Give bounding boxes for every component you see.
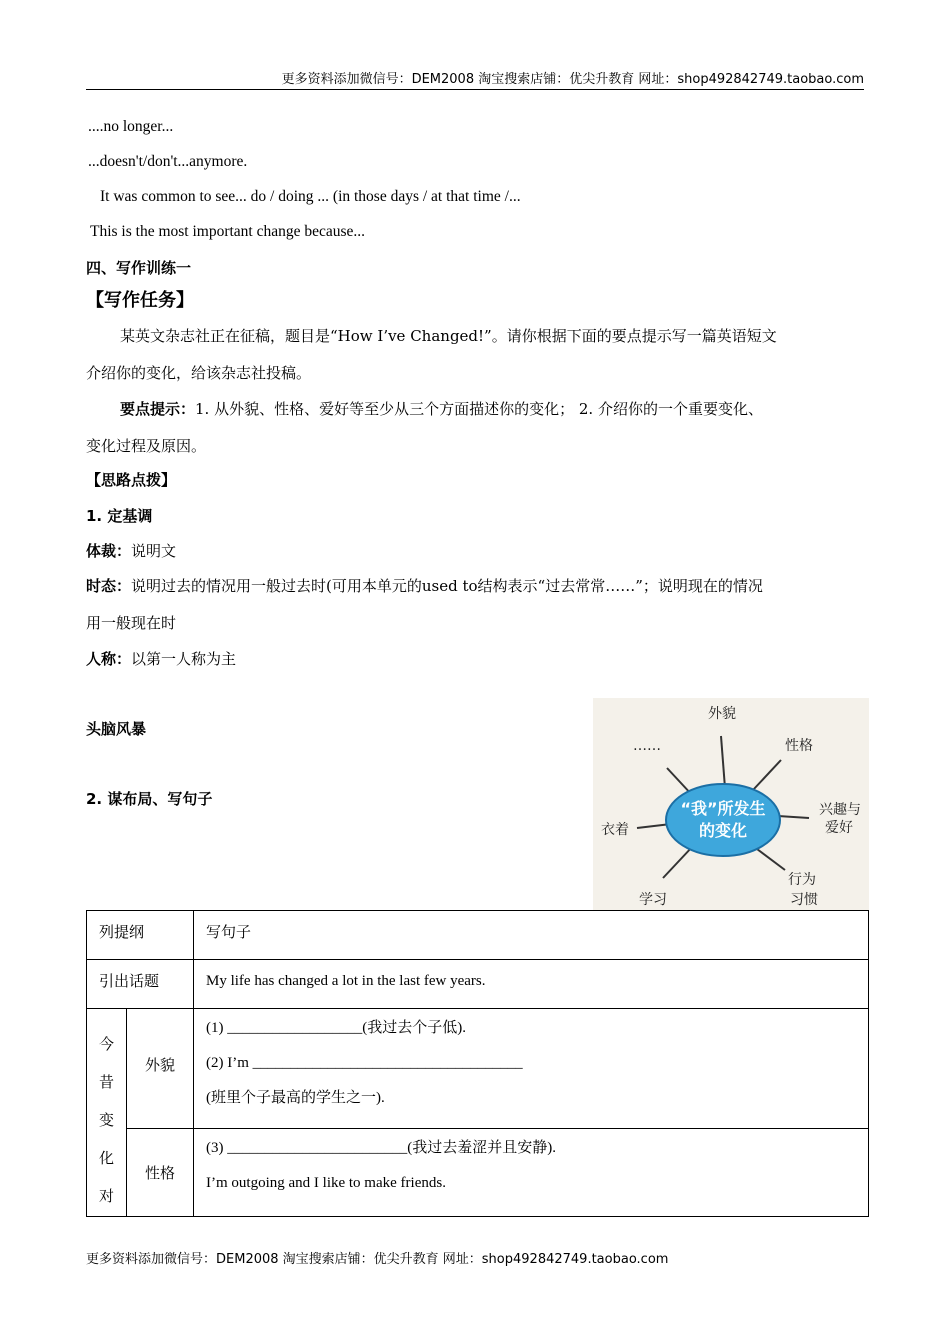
- intro-label: 引出话题: [87, 960, 194, 1009]
- genre-label: 体裁：: [86, 542, 132, 560]
- task-points-line2: 变化过程及原因。: [86, 437, 207, 455]
- task-paragraph-line1: 某英文杂志社正在征稿，题目是“How I’ve Changed!”。请你根据下面的要点提示写一篇英语短文: [120, 327, 777, 345]
- mindmap-branch-habit-1: 行为: [788, 872, 816, 888]
- step1: 1. 定基调: [86, 507, 153, 525]
- tense-line2: 用一般现在时: [86, 614, 177, 632]
- genre-line: [86, 540, 176, 561]
- tense-text: 说明过去的情况用一般过去时(可用本单元的used to结构表示“过去常常……”；说明现在的情况: [131, 577, 763, 595]
- mindmap-branch-habit-2: 习惯: [790, 892, 818, 908]
- section-title: 四、写作训练一: [86, 259, 192, 277]
- step2: 2. 谋布局、写句子: [86, 790, 213, 808]
- page-header: 更多资料添加微信号：DEM2008 淘宝搜索店铺：优尖升教育 网址：shop492842749.taobao.com: [86, 68, 864, 90]
- points-text: 1. 从外貌、性格、爱好等至少从三个方面描述你的变化； 2. 介绍你的一个重要变化、: [195, 400, 763, 418]
- hints-title: 【思路点拨】: [86, 471, 177, 489]
- intro-sentence: My life has changed a lot in the last few years.: [194, 960, 869, 1009]
- vertical-char: 变: [98, 1111, 114, 1129]
- col2-header: 写句子: [194, 911, 869, 960]
- tense-line1: [86, 575, 763, 596]
- appearance-sentence-3: (班里个子最高的学生之一).: [206, 1090, 385, 1106]
- person-line: [86, 648, 236, 669]
- mindmap-branch-appearance: 外貌: [708, 706, 736, 722]
- mindmap-branch-study: 学习: [639, 892, 667, 908]
- personality-sentence-2: I’m outgoing and I like to make friends.: [206, 1175, 446, 1191]
- phrase-most-important: This is the most important change because...: [90, 223, 366, 240]
- vertical-char: 今: [98, 1035, 114, 1053]
- mindmap-branch-more: ……: [633, 738, 661, 754]
- outline-table: [86, 910, 869, 1217]
- mindmap-center-line2: 的变化: [698, 821, 748, 840]
- appearance-label: 外貌: [127, 1009, 194, 1129]
- mindmap-branch-hobby-2: 爱好: [825, 820, 853, 836]
- personality-sentence-1: (3) ________________________(我过去羞涩并且安静).: [206, 1140, 556, 1156]
- appearance-sentence-2: (2) I’m ____________________________________: [206, 1055, 523, 1071]
- mindmap-center: [666, 784, 780, 856]
- vertical-char: 对: [98, 1187, 114, 1205]
- brainstorm-label: 头脑风暴: [86, 720, 147, 738]
- personality-label: 性格: [127, 1129, 194, 1217]
- tense-label: 时态：: [86, 577, 132, 595]
- person-value: 以第一人称为主: [131, 650, 237, 668]
- person-label: 人称：: [86, 650, 132, 668]
- task-paragraph-line2: 介绍你的变化，给该杂志社投稿。: [86, 364, 312, 382]
- phrase-common-to-see: It was common to see... do / doing ... (in those days / at that time /...: [100, 188, 521, 205]
- task-points-line1: [120, 398, 763, 419]
- mindmap-branch-hobby-1: 兴趣与: [819, 802, 861, 818]
- mindmap-center-line1: “我”所发生: [680, 799, 766, 818]
- mindmap-branch-personality: 性格: [785, 738, 813, 754]
- personality-sentences: [194, 1129, 869, 1217]
- phrase-no-longer: ....no longer...: [88, 118, 174, 135]
- genre-value: 说明文: [131, 542, 177, 560]
- appearance-sentence-1: (1) __________________(我过去个子低).: [206, 1020, 466, 1036]
- vertical-char: 昔: [98, 1073, 114, 1091]
- appearance-sentences: [194, 1009, 869, 1129]
- col1-header: 列提纲: [87, 911, 194, 960]
- task-title: 【写作任务】: [86, 290, 194, 311]
- mindmap-branch-clothing: 衣着: [601, 822, 629, 838]
- contrast-vertical-label: [87, 1009, 127, 1217]
- mindmap-figure: [593, 698, 869, 910]
- phrase-anymore: ...doesn't/don't...anymore.: [88, 153, 248, 170]
- points-label: 要点提示：: [120, 400, 196, 418]
- page-footer: 更多资料添加微信号：DEM2008 淘宝搜索店铺：优尖升教育 网址：shop492842749.taobao.com: [86, 1252, 669, 1267]
- vertical-char: 化: [98, 1149, 114, 1167]
